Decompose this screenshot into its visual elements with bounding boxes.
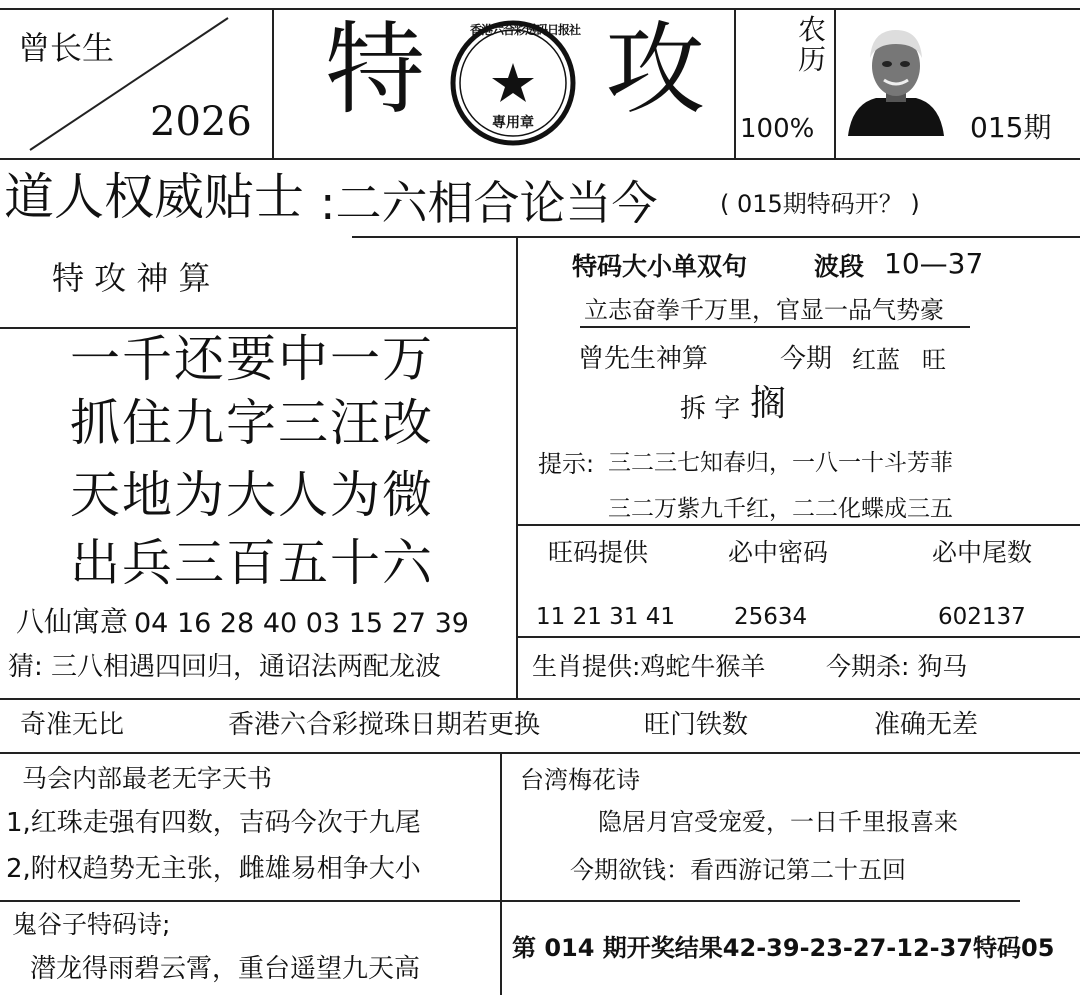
percent-label: 100% — [740, 114, 815, 144]
hint-label: 提示: — [538, 450, 595, 478]
left-title-border — [0, 327, 516, 329]
zodiac-top-border — [516, 636, 1080, 638]
col-value-weishu: 602137 — [938, 604, 1026, 630]
codes-top-border — [516, 524, 1080, 526]
col-value-wangma: 11 21 31 41 — [536, 604, 675, 630]
wave-value: 10—37 — [884, 247, 984, 280]
bagua-numbers: 04 16 28 40 03 15 27 39 — [134, 608, 469, 639]
dxds-line: 立志奋拳千万里，官显一品气势豪 — [584, 296, 944, 324]
this-issue-label: 今期 — [780, 344, 833, 374]
hint-line-1: 三二三七知春归，一八一十斗芳菲 — [608, 450, 953, 476]
strip-bottom-border — [0, 752, 1080, 754]
banner-note: ( 015期特码开？ ) — [720, 190, 920, 218]
section-title-texing: 特 攻 神 算 — [52, 259, 211, 297]
lunar-char-1: 农 — [798, 13, 827, 46]
issue-number: 015期 — [970, 111, 1052, 144]
poem-line-1: 一千还要中一万 — [70, 330, 434, 388]
bottom-left-mid-border — [0, 900, 500, 902]
seal-text: 香港六合彩透码日报社 — [470, 23, 581, 37]
strip-item-4: 准确无差 — [874, 710, 979, 740]
seal-bottom-text: 專用章 — [492, 115, 534, 131]
year: 2026 — [150, 99, 252, 145]
banner-underline — [352, 236, 1080, 238]
poem-line-2: 抓住九字三汪改 — [70, 394, 434, 452]
banner-slogan: :二六相合论当今 — [320, 176, 658, 230]
result-line: 第 014 期开奖结果42-39-23-27-12-37特码05 — [512, 934, 1055, 962]
taiwan-title: 台湾梅花诗 — [520, 766, 640, 794]
header-divider-1 — [272, 8, 274, 158]
middle-divider — [516, 238, 518, 698]
col-header-mima: 必中密码 — [728, 538, 829, 567]
guigu-title: 鬼谷子特码诗; — [12, 910, 171, 939]
zodiac-line: 生肖提供:鸡蛇牛猴羊 — [532, 652, 766, 681]
bottom-right-mid-border — [500, 900, 1020, 902]
chaizi-char: 搁 — [750, 383, 787, 424]
strip-top-border — [0, 698, 1080, 700]
col-header-wangma: 旺码提供 — [548, 538, 649, 567]
mahui-line-1: 1,红珠走强有四数，吉码今次于九尾 — [6, 808, 421, 838]
title-right-char: 攻 — [605, 11, 705, 128]
dxds-label: 特码大小单双句 — [572, 252, 748, 281]
hint-line-2: 三二万紫九千红，二二化蝶成三五 — [608, 496, 953, 522]
seal-arc-text — [448, 18, 581, 148]
author-name: 曾长生 — [18, 29, 115, 67]
wang-label: 旺 — [922, 346, 946, 374]
mahui-title: 马会内部最老无字天书 — [22, 764, 273, 793]
kill-line: 今期杀: 狗马 — [826, 652, 968, 681]
title-left-char: 特 — [325, 11, 425, 128]
bottom-divider — [500, 752, 502, 995]
bagua-label: 八仙寓意 — [16, 605, 129, 638]
strip-item-3: 旺门铁数 — [644, 710, 749, 740]
header-divider-3 — [834, 8, 836, 158]
col-header-weishu: 必中尾数 — [932, 538, 1033, 567]
banner-title: 道人权威贴士 — [4, 168, 304, 226]
riddle-line: 猜: 三八相遇四回归，通诏法两配龙波 — [8, 652, 442, 682]
strip-item-2: 香港六合彩搅珠日期若更换 — [228, 710, 541, 740]
wave-label: 波段 — [814, 252, 865, 281]
col-value-mima: 25634 — [734, 604, 808, 630]
money-line: 今期欲钱：看西游记第二十五回 — [570, 856, 906, 884]
chaizi-label: 拆 字 — [680, 394, 741, 424]
poem-line-4: 出兵三百五十六 — [70, 534, 434, 592]
taiwan-line: 隐居月宫受宠爱，一日千里报喜来 — [598, 808, 958, 836]
strip-item-1: 奇准无比 — [20, 710, 125, 740]
lunar-char-2: 历 — [798, 43, 827, 76]
zeng-label: 曾先生神算 — [578, 344, 709, 374]
author-photo — [846, 18, 946, 138]
guigu-line: 潜龙得雨碧云霄，重台遥望九天高 — [30, 954, 421, 984]
mahui-line-2: 2,附权趋势无主张，雌雄易相争大小 — [6, 854, 421, 884]
dxds-underline — [580, 326, 970, 328]
poem-line-3: 天地为大人为微 — [70, 466, 434, 524]
header-divider-2 — [734, 8, 736, 158]
colors-value: 红蓝 — [852, 346, 900, 374]
